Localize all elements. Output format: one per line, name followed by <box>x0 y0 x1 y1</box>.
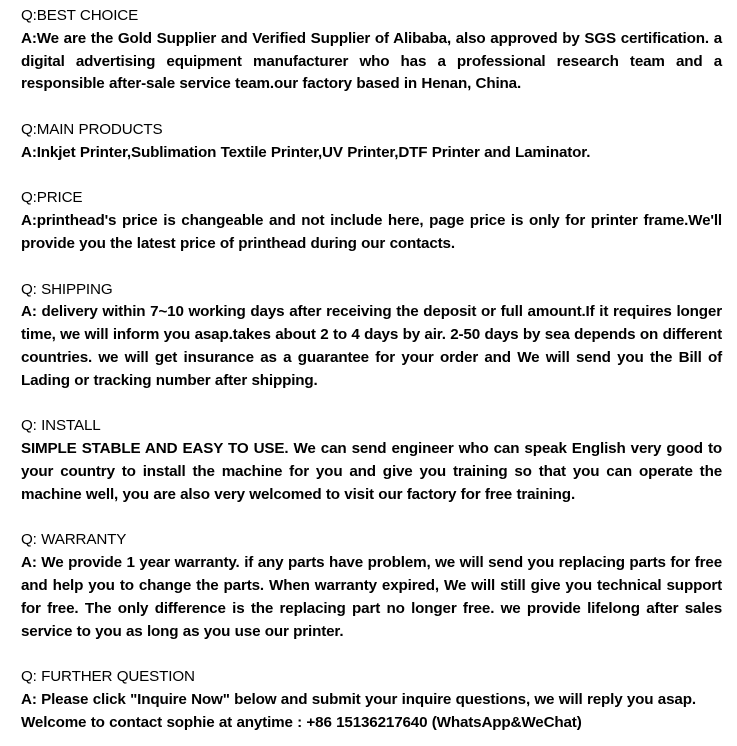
faq-item-best-choice <box>21 5 722 96</box>
faq-question: Q: FURTHER QUESTION <box>21 668 195 686</box>
faq-question: Q: SHIPPING <box>21 280 113 298</box>
faq-item-shipping <box>21 279 722 393</box>
faq-item-warranty <box>21 529 722 643</box>
faq-item-price <box>21 187 722 255</box>
faq-question: Q:MAIN PRODUCTS <box>21 120 163 138</box>
faq-item-install <box>21 415 722 506</box>
faq-list <box>21 5 722 735</box>
faq-question: Q: WARRANTY <box>21 531 127 549</box>
faq-answer: SIMPLE STABLE AND EASY TO USE. We can send engineer who can speak English very good to your country to install the machine for you and give you training so that you can operate the machine well, you are also very welcomed to visit our factory for free training. <box>21 440 722 503</box>
faq-answer: A: We provide 1 year warranty. if any parts have problem, we will send you replacing parts for free and help you to change the parts. When warranty expired, We will still give you technical support for free. The only difference is the replacing part no longer free. we provide lifelong after sales service to you as long as you use our printer. <box>21 554 722 640</box>
faq-item-main-products <box>21 119 722 165</box>
faq-question: Q:BEST CHOICE <box>21 7 139 24</box>
faq-answer: A:Inkjet Printer,Sublimation Textile Printer,UV Printer,DTF Printer and Laminator. <box>21 143 591 161</box>
faq-answer: A: delivery within 7~10 working days after receiving the deposit or full amount.If it requires longer time, we will inform you asap.takes about 2 to 4 days by air. 2-50 days by sea depends on different countries. we will get insurance as a guarantee for your order and We will send you the Bill of Lading or tracking number after shipping. <box>21 303 722 389</box>
faq-item-further-question <box>21 666 722 734</box>
faq-answer: A:printhead's price is changeable and not include here, page price is only for printer frame.We'll provide you the latest price of printhead during our contacts. <box>21 212 722 252</box>
faq-answer: A: Please click "Inquire Now" below and submit your inquire questions, we will reply you asap. Welcome to contact sophie at anytime : +86 15136217640 (WhatsApp&WeChat) <box>21 690 696 731</box>
faq-question: Q: INSTALL <box>21 417 101 435</box>
faq-question: Q:PRICE <box>21 189 83 207</box>
faq-answer: A:We are the Gold Supplier and Verified Supplier of Alibaba, also approved by SGS certification. a digital advertising equipment manufacturer who has a professional research team and a responsible after-sale service team.our factory based in Henan, China. <box>21 29 722 93</box>
